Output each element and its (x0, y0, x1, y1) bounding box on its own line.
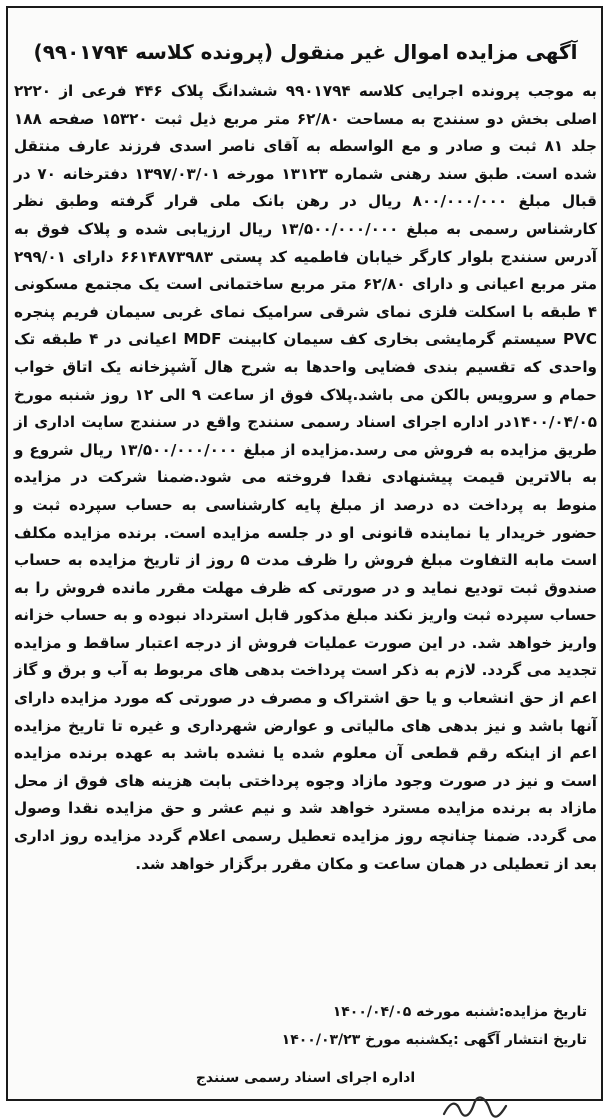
handwritten-mark-icon (440, 1096, 510, 1118)
publish-date: تاریخ انتشار آگهی :یکشنبه مورخ ۱۴۰۰/۰۳/۲۳ (281, 1032, 587, 1048)
auction-date: تاریخ مزایده:شنبه مورخه ۱۴۰۰/۰۴/۰۵ (332, 1004, 587, 1020)
notice-title: آگهی مزایده اموال غیر منقول (پرونده کلاسه ۹۹۰۱۷۹۴) (33, 40, 578, 64)
issuer-signature: اداره اجرای اسناد رسمی سنندج (195, 1070, 416, 1086)
notice-body: به موجب پرونده اجرایی کلاسه ۹۹۰۱۷۹۴ ششدانگ پلاک ۴۴۶ فرعی از ۲۲۲۰ اصلی بخش دو سنندج به مساحت ۶۲/۸۰ متر مربع ذیل ثبت ۱۵۳۲۰ صفحه ۱۸۸ جلد ۸۱ ثبت و صادر و مع الواسطه به آقای ناصر اسدی فرزند عارف منتقل شده است. طبق سند رهنی شماره ۱۳۱۲۳ مورخه ۱۳۹۷/۰۳/۰۱ دفترخانه ۷۰ در قبال مبلغ ۸۰۰/۰۰۰/۰۰۰ ریال در رهن بانک ملی قرار گرفته وطبق نظر کارشناس رسمی به مبلغ ۱۳/۵۰۰/۰۰۰/۰۰۰ ریال ارزیابی شده و پلاک فوق به آدرس سنندج بلوار کارگر خیابان فاطمیه کد پستی ۶۶۱۴۸۷۳۹۸۳ دارای ۲۹۹/۰۱ متر مربع اعیانی و دارای ۶۲/۸۰ متر مربع ساختمانی است یک مجتمع مسکونی ۴ طبقه با اسکلت فلزی نمای شرقی سرامیک نمای غربی سیمان فریم پنجره PVC سیستم گرمایشی بخاری کف سیمان کابینت MDF اعیانی در ۴ طبقه تک واحدی که تقسیم بندی فضایی واحدها به شرح هال آشپزخانه یک اتاق خواب حمام و سرویس بالکن می باشد.پلاک فوق از ساعت ۹ الی ۱۲ روز شنبه مورخ ۱۴۰۰/۰۴/۰۵در اداره اجرای اسناد رسمی سنندج واقع در سنندج سایت اداری از طریق مزایده به فروش می رسد.مزایده از مبلغ ۱۳/۵۰۰/۰۰۰/۰۰۰ ریال شروع و به بالاترین قیمت پیشنهادی نقدا فروخته می شود.ضمنا شرکت در مزایده منوط به پرداخت ده درصد از مبلغ پایه کارشناسی به حساب سپرده ثبت و حضور خریدار یا نماینده قانونی او در جلسه مزایده است. برنده مزایده مکلف است مابه التفاوت مبلغ فروش را ظرف مدت ۵ روز از تاریخ مزایده به حساب صندوق ثبت تودیع نماید و در صورتی که ظرف مهلت مقرر مانده فروش را به حساب سپرده ثبت واریز نکند مبلغ مذکور قابل استرداد نبوده و به حساب خزانه واریز خواهد شد. در این صورت عملیات فروش از درجه اعتبار ساقط و مزایده تجدید می گردد. لازم به ذکر است پرداخت بدهی های مربوط به آب و برق و گاز اعم از حق انشعاب و یا حق اشتراک و مصرف در صورتی که مورد مزایده دارای آنها باشد و نیز بدهی های مالیاتی و عوارض شهرداری و غیره تا تاریخ مزایده اعم از اینکه رقم قطعی آن معلوم شده یا نشده باشد به عهده برنده مزایده است و نیز در صورت وجود مازاد وجوه پرداختی بابت هزینه های فوق از محل مازاد به برنده مزایده مسترد خواهد شد و نیم عشر و حق مزایده نقدا وصول می گردد. ضمنا چنانچه روز مزایده تعطیل رسمی اعلام گردد مزایده روز اداری بعد از تعطیلی در همان ساعت و مکان مقرر برگزار خواهد شد. (14, 82, 598, 873)
